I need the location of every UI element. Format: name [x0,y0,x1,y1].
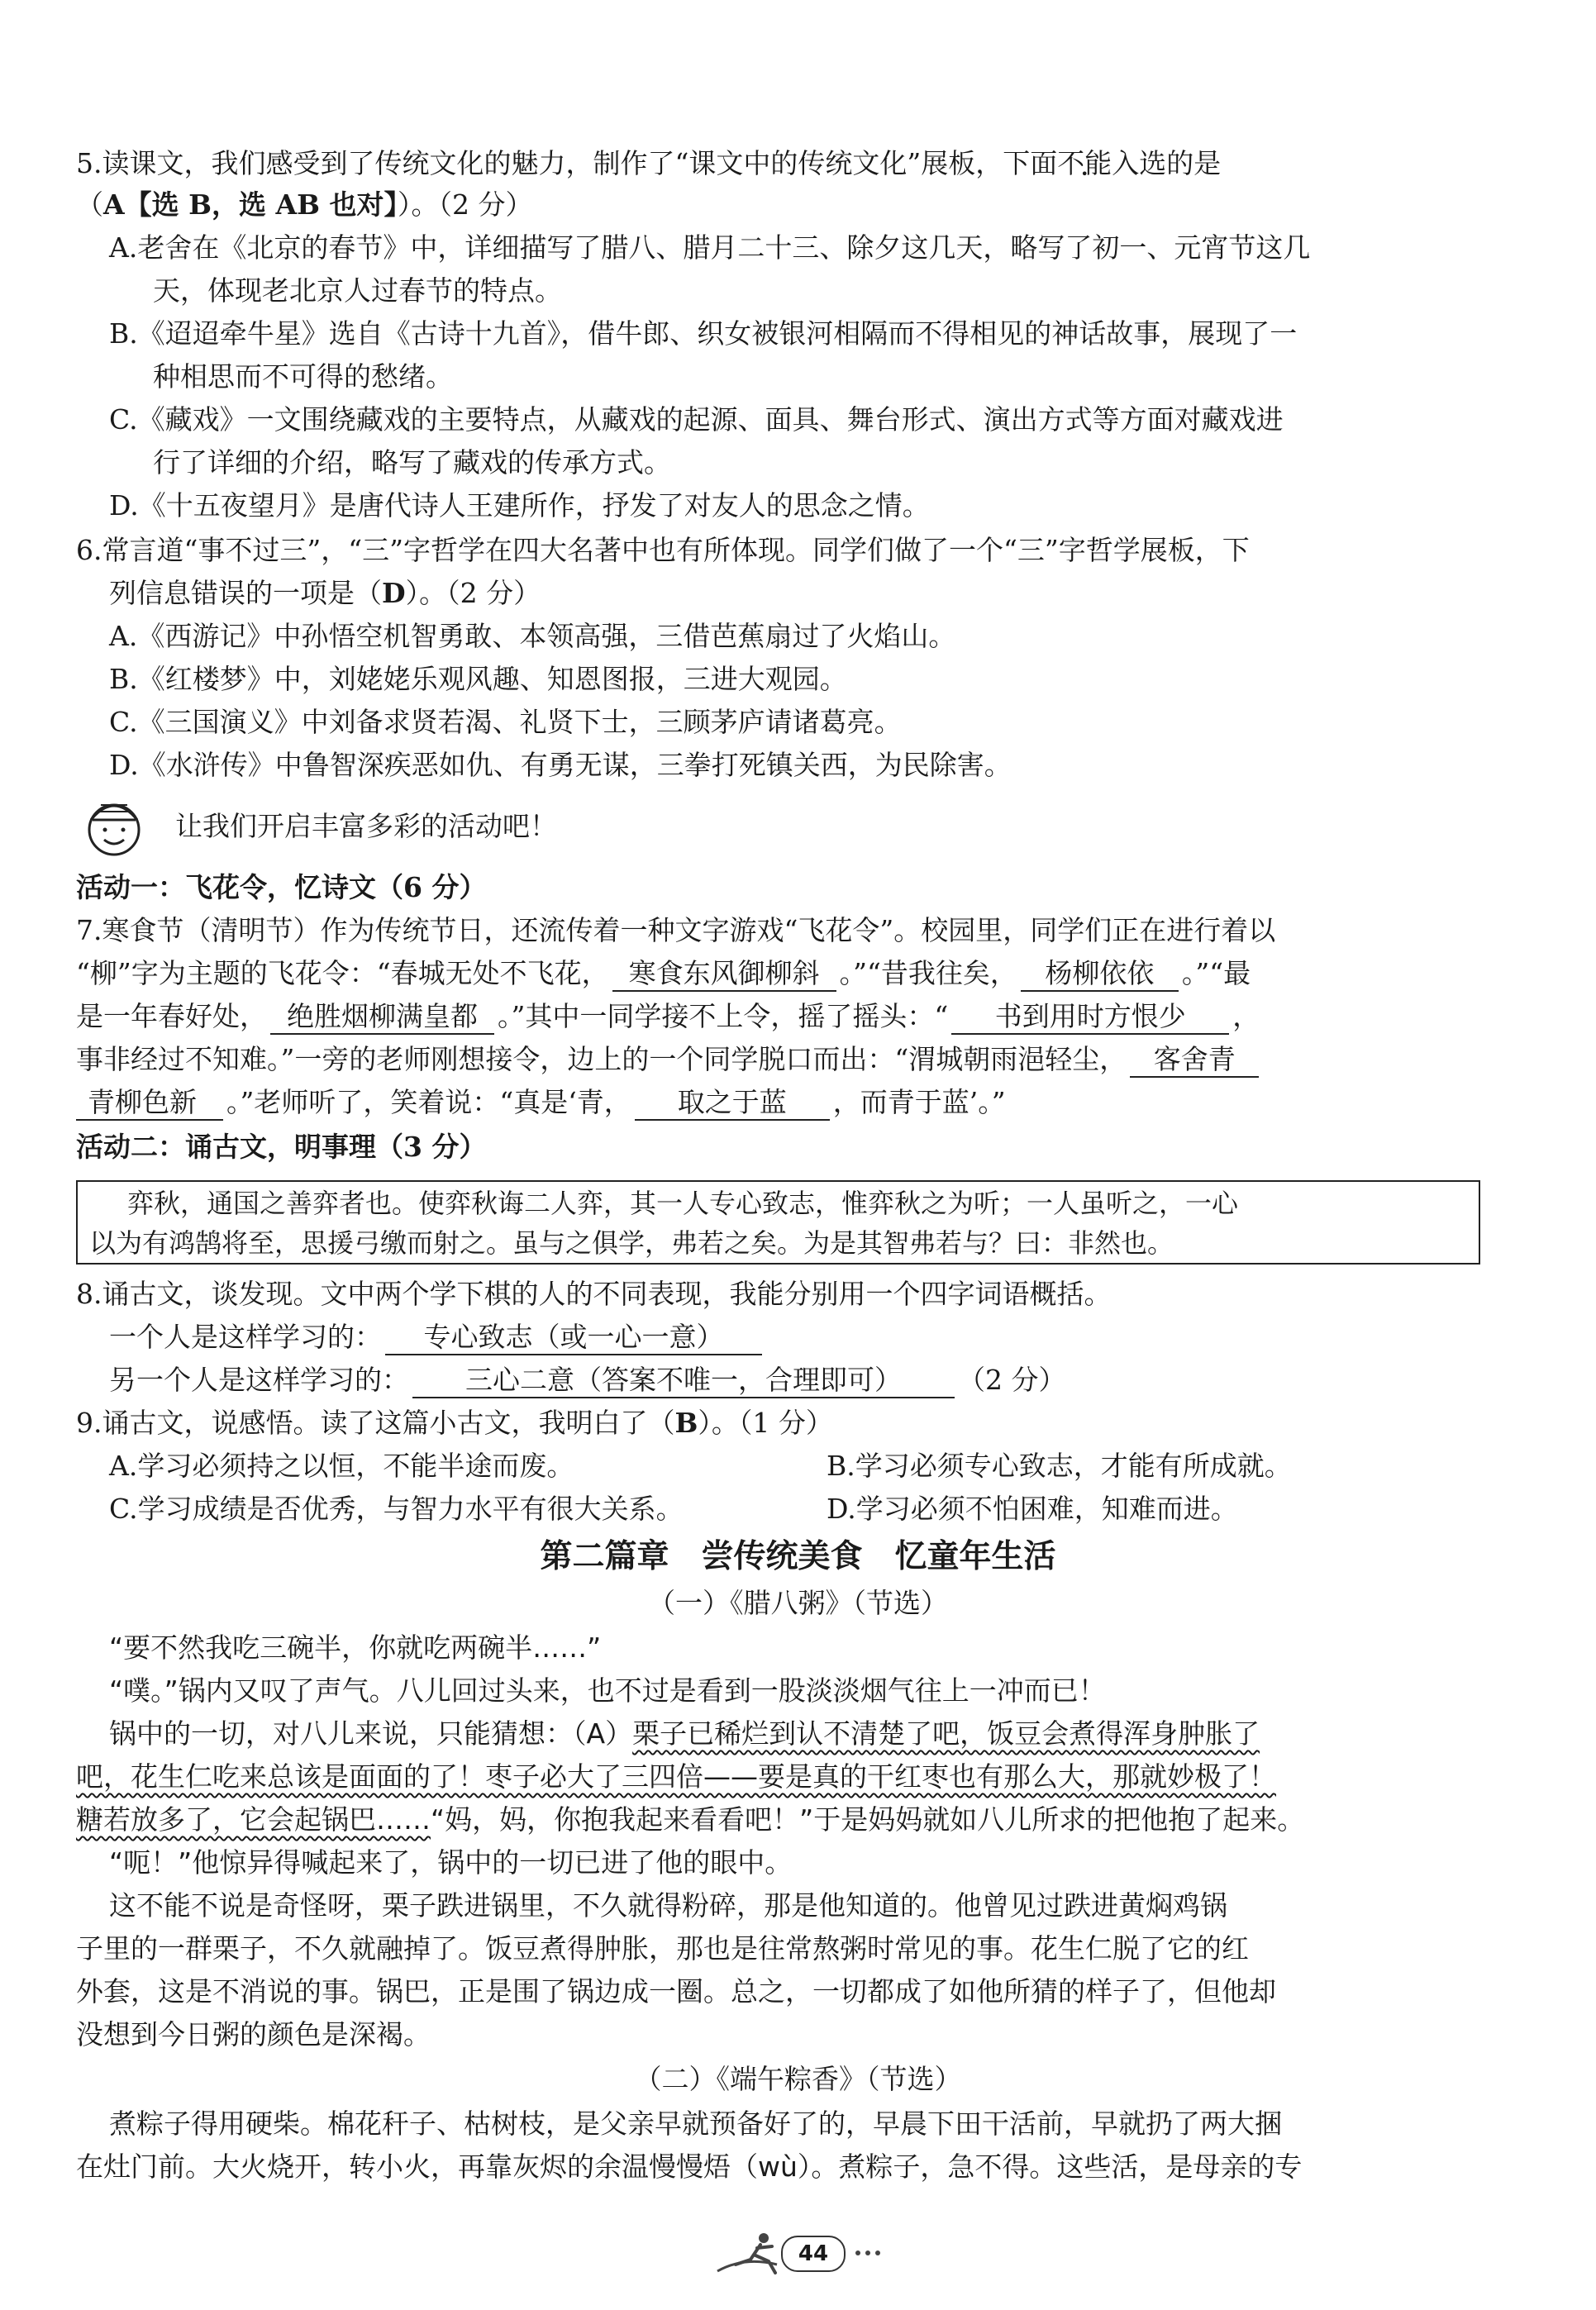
part1-p1: “要不然我吃三碗半，你就吃两碗半……” [109,1631,602,1664]
q9-option-a: A.学习必须持之以恒，不能半途而废。 [109,1450,574,1482]
q7-line3: 是一年春好处， 绝胜烟柳满皇都 。”其中一同学接不上令，摇了摇头：“ 书到用时方恨少 ， [76,995,1522,1038]
q9-option-c: C.学习成绩是否优秀，与智力水平有很大关系。 [109,1493,684,1525]
activity2-heading: 活动二：诵古文，明事理（3 分） [76,1131,487,1163]
q7-blank-1: 寒食东风御柳斜 [612,957,836,992]
q7-line4: 事非经过不知难。”一旁的老师刚想接令，边上的一个同学脱口而出：“渭城朝雨浥轻尘， 客舍青 [76,1038,1522,1081]
part1-p5-line4: 没想到今日粥的颜色是深褐。 [76,2018,431,2050]
part2-p1-line1: 煮粽子得用硬柴。棉花秆子、枯树枝，是父亲早就预备好了的，早晨下田干活前，早就扔了两大捆 [109,2108,1282,2140]
page-number: 44 [781,2236,846,2272]
part2-title: （二）《端午粽香》（节选） [634,2063,962,2095]
q8-stem: 8.诵古文，谈发现。文中两个学下棋的人的不同表现，我能分别用一个四字词语概括。 [76,1278,1112,1310]
q8-answer-2: 三心二意（答案不唯一，合理即可） [412,1364,955,1398]
q5-option-d: D.《十五夜望月》是唐代诗人王建所作，抒发了对友人的思念之情。 [109,489,930,522]
q8-line3: 另一个人是这样学习的： 三心二意（答案不唯一，合理即可） （2 分） [109,1359,1556,1402]
part1-title: （一）《腊八粥》（节选） [648,1587,948,1619]
q7-blank-5b: 青柳色新 [76,1086,223,1121]
chapter-title: 第二篇章 尝传统美食 忆童年生活 [540,1538,1056,1575]
q7-line5: 青柳色新 。”老师听了，笑着说：“真是‘青， 取之于蓝 ，而青于蓝’。” [76,1081,1522,1124]
q6-option-d: D.《水浒传》中鲁智深疾恶如仇、有勇无谋，三拳打死镇关西，为民除害。 [109,749,1012,781]
q7-blank-2: 杨柳依依 [1021,957,1179,992]
q6-option-a: A.《西游记》中孙悟空机智勇敢、本领高强，三借芭蕉扇过了火焰山。 [109,620,956,652]
part1-wavy-1: 栗子已稀烂到认不清楚了吧，饭豆会煮得浑身肿胀了 [632,1717,1260,1750]
q7-line2: “柳”字为主题的飞花令：“春城无处不飞花， 寒食东风御柳斜 。”“昔我往矣， 杨柳依依 。”“最 [76,952,1522,995]
q7-blank-5a: 客舍青 [1130,1043,1259,1078]
q6-stem-line1: 6.常言道“事不过三”，“三”字哲学在四大名著中也有所体现。同学们做了一个“三”字哲学展板，下 [76,534,1250,566]
part2-p1-line2: 在灶门前。大火烧开，转小火，再靠灰烬的余温慢慢焐（wù）。煮粽子，急不得。这些活，是母亲的专 [76,2150,1303,2183]
activity1-heading: 活动一：飞花令，忆诗文（6 分） [76,871,487,903]
q6-option-c: C.《三国演义》中刘备求贤若渴、礼贤下士，三顾茅庐请诸葛亮。 [109,706,902,738]
part1-wavy-3: 糖若放多了，它会起锅巴…… [76,1803,431,1836]
q9-stem: 9.诵古文，说感悟。读了这篇小古文，我明白了（B）。（1 分） [76,1407,833,1439]
q5-option-a1: A.老舍在《北京的春节》中，详细描写了腊八、腊月二十三、除夕这几天，略写了初一、元宵节这几 [109,231,1311,264]
part1-p5-line1: 这不能不说是奇怪呀，栗子跌进锅里，不久就得粉碎，那是他知道的。他曾见过跌进黄焖鸡锅 [109,1889,1227,1922]
part1-p3-line3: 糖若放多了，它会起锅巴……“妈，妈，你抱我起来看看吧！”于是妈妈就如八儿所求的把他抱了起来。 [76,1803,1305,1836]
q8-answer-1: 专心致志（或一心一意） [385,1321,762,1355]
q5-option-c1: C.《藏戏》一文围绕藏戏的主要特点，从藏戏的起源、面具、舞台形式、演出方式等方面对藏戏进 [109,403,1284,436]
q6-answer: D [382,577,406,609]
q6-option-b: B.《红楼梦》中，刘姥姥乐观风趣、知恩图报，三进大观园。 [109,663,847,695]
q7-line1: 7.寒食节（清明节）作为传统节日，还流传着一种文字游戏“飞花令”。校园里，同学们正在进行着以 [76,914,1276,946]
q6-stem-line2: 列信息错误的一项是（D）。（2 分） [109,577,541,609]
part1-p5-line2: 子里的一群栗子，不久就融掉了。饭豆煮得肿胀，那也是往常熬粥时常见的事。花生仁脱了它的红 [76,1932,1249,1965]
part1-p2: “噗。”锅内又叹了声气。八儿回过头来，也不过是看到一股淡淡烟气往上一冲而已！ [109,1674,1106,1707]
q7-blank-4: 书到用时方恨少 [951,1000,1229,1035]
part1-p4: “呃！”他惊异得喊起来了，锅中的一切已进了他的眼中。 [109,1846,793,1879]
passage-line1: 弈秋，通国之善弈者也。使弈秋诲二人弈，其一人专心致志，惟弈秋之为听；一人虽听之，一心 [127,1188,1239,1219]
boy-mascot-icon [76,787,152,863]
q5-answer: A【选 B，选 AB 也对】 [103,188,398,221]
q9-answer: B [674,1407,698,1439]
part1-p3-line2: 吧，花生仁吃来总该是面面的了！枣子必大了三四倍——要是真的干红枣也有那么大，那就妙极了！ [76,1760,1276,1793]
q5-option-b2: 种相思而不可得的愁绪。 [153,360,453,393]
q7-blank-6: 取之于蓝 [635,1086,830,1121]
q7-blank-3: 绝胜烟柳满皇都 [270,1000,494,1035]
q5-stem-line1: 5.读课文，我们感受到了传统文化的魅力，制作了“课文中的传统文化”展板，下面不能入选的是 [76,147,1222,179]
q5-option-b1: B.《迢迢牵牛星》选自《古诗十九首》，借牛郎、织女被银河相隔而不得相见的神话故事，展现了一 [109,317,1298,350]
passage-line2: 以为有鸿鹄将至，思援弓缴而射之。虽与之俱学，弗若之矣。为是其智弗若与？曰：非然也。 [89,1227,1174,1259]
q5-option-a2: 天，体现老北京人过春节的特点。 [153,274,562,307]
part1-p5-line3: 外套，这是不消说的事。锅巴，正是围了锅边成一圈。总之，一切都成了如他所猜的样子了，但他却 [76,1975,1276,2008]
mascot-caption: 让我们开启丰富多彩的活动吧！ [175,810,557,842]
q5-stem-line2: （A【选 B，选 AB 也对】）。（2 分） [76,188,533,221]
q9-option-d: D.学习必须不怕困难，知难而进。 [827,1493,1238,1525]
q5-option-c2: 行了详细的介绍，略写了藏戏的传承方式。 [153,446,671,479]
q9-option-b: B.学习必须专心致志，才能有所成就。 [827,1450,1292,1482]
classical-passage-box [76,1180,1480,1265]
part1-p3-line1: 锅中的一切，对八儿来说，只能猜想：（A）栗子已稀烂到认不清楚了吧，饭豆会煮得浑身肿胀了 [109,1717,1260,1750]
q8-line2: 一个人是这样学习的： 专心致志（或一心一意） [109,1316,1556,1359]
